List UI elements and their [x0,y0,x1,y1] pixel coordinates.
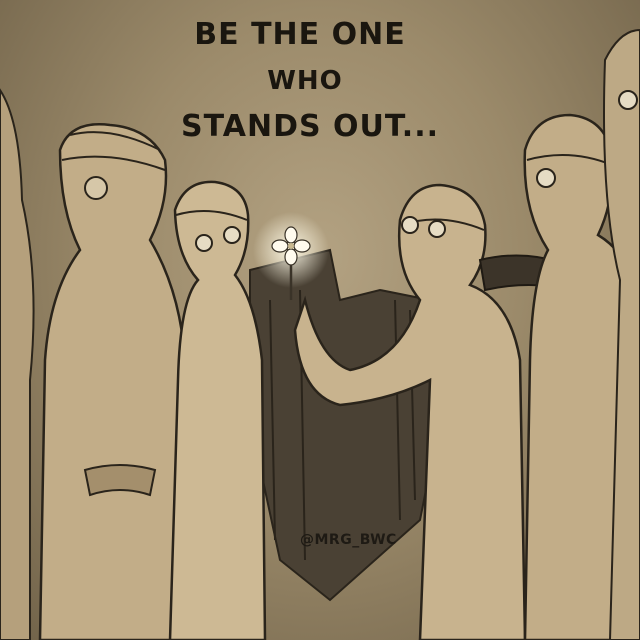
watermark: @MRG_BWC [300,532,397,548]
caption [0,12,640,150]
figure-far-left [0,90,34,640]
caption-line-2: WHO [267,66,343,96]
figure-left-man [40,124,190,640]
figure-woman [170,182,265,640]
caption-line-1: BE THE ONE [194,17,406,52]
caption-line-3: STANDS OUT... [181,109,439,144]
